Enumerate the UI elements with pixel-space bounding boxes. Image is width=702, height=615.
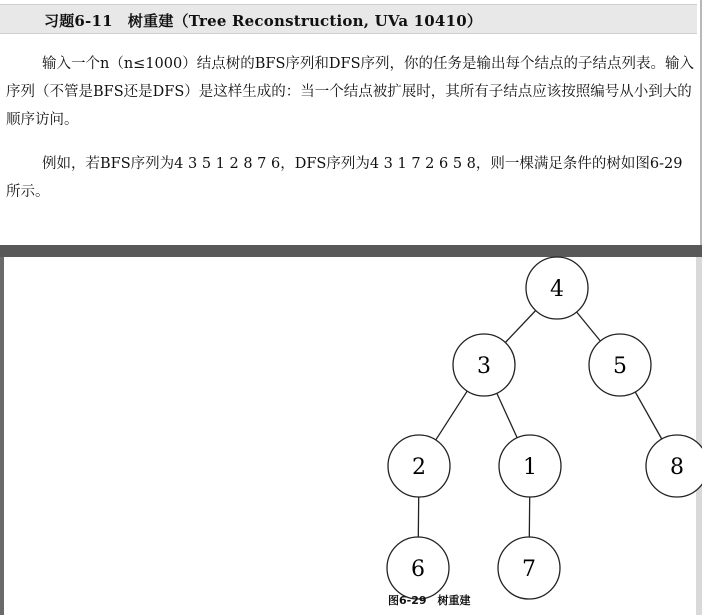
exercise-title: 习题6-11 树重建（Tree Reconstruction, UVa 10410） bbox=[44, 12, 483, 30]
tree-node-5 bbox=[589, 334, 651, 396]
tree-node-8 bbox=[646, 435, 702, 497]
tree-node-label: 8 bbox=[670, 455, 684, 480]
tree-node-label: 4 bbox=[550, 277, 564, 302]
tree-node-label: 2 bbox=[412, 455, 426, 480]
tree-node-label: 5 bbox=[613, 354, 627, 379]
tree-node-label: 3 bbox=[477, 354, 491, 379]
tree-node-label: 7 bbox=[522, 557, 536, 582]
tree-node-label: 6 bbox=[411, 557, 425, 582]
tree-edge-3-2 bbox=[436, 391, 467, 440]
tree-node-1 bbox=[499, 435, 561, 497]
tree-node-3 bbox=[453, 334, 515, 396]
tree-node-7 bbox=[498, 537, 560, 599]
tree-node-2 bbox=[388, 435, 450, 497]
tree-edge-4-5 bbox=[577, 312, 601, 341]
tree-node-label: 1 bbox=[523, 455, 537, 480]
figure-caption: 图6-29 树重建 bbox=[388, 594, 471, 607]
tree-edge-4-3 bbox=[505, 310, 535, 342]
tree-edge-3-1 bbox=[497, 393, 517, 438]
tree-node-4 bbox=[526, 257, 588, 319]
problem-description: 输入一个n（n≤1000）结点树的BFS序列和DFS序列，你的任务是输出每个结点的子结点列表。输入序列（不管是BFS还是DFS）是这样生成的：当一个结点被扩展时，其所有子结点应该按照编号从小到大的顺序访问。 bbox=[6, 56, 694, 128]
example-description: 例如，若BFS序列为4 3 5 1 2 8 7 6，DFS序列为4 3 1 7 2 6 5 8，则一棵满足条件的树如图6-29所示。 bbox=[6, 156, 683, 200]
tree-edge-5-8 bbox=[635, 392, 662, 439]
tree-node-6 bbox=[387, 537, 449, 599]
